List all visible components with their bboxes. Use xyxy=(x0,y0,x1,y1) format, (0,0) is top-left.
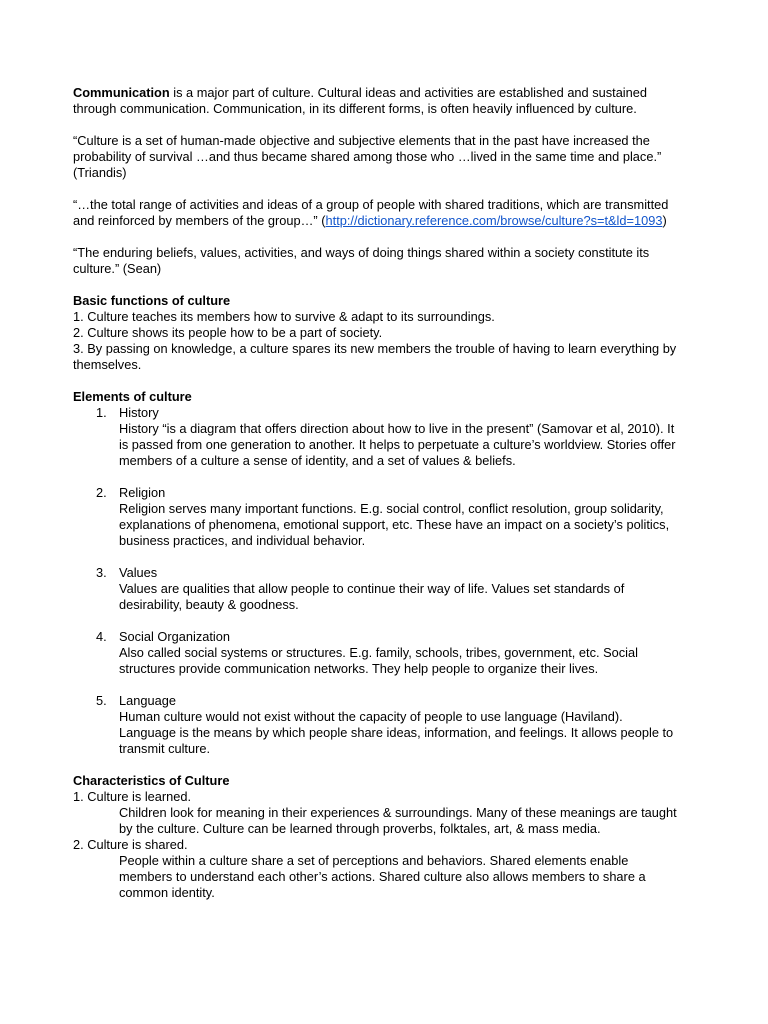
list-number: 4. xyxy=(96,629,107,644)
element-title: Religion xyxy=(119,485,166,500)
element-text: Religion serves many important functions. E.g. social control, conflict resolution, group solidarity, explanations of phenomena, emotional support, etc. These have an impact on a society’s politics, business practices, and individual behavior. xyxy=(119,501,670,548)
function-item: 1. Culture teaches its members how to survive & adapt to its surroundings. xyxy=(73,309,495,324)
element-text: Also called social systems or structures. E.g. family, schools, tribes, government, etc. Social structures provide communication networks. They help people to organize their lives. xyxy=(119,645,638,676)
quote-dictionary-close: ) xyxy=(662,213,667,228)
characteristics-heading: Characteristics of Culture xyxy=(73,773,230,788)
quote-triandis: “Culture is a set of human-made objective and subjective elements that in the past have increased the probability of survival …and thus became shared among those who …lived in the same time and place.” (Triandis) xyxy=(73,133,662,180)
quote-dictionary-text: “…the total range of activities and ideas of a group of people with shared traditions, which are transmitted and reinforced by members of the group…” ( xyxy=(73,197,669,228)
list-number: 3. xyxy=(96,565,107,580)
element-title: Values xyxy=(119,565,158,580)
intro-paragraph xyxy=(73,85,683,117)
quote-sean: “The enduring beliefs, values, activities, and ways of doing things shared within a society constitute its culture.” (Sean) xyxy=(73,245,650,276)
characteristic-text: People within a culture share a set of perceptions and behaviors. Shared elements enable members to understand each other’s actions. Shared culture also allows members to share a common identity. xyxy=(119,853,646,900)
element-text: History “is a diagram that offers direction about how to live in the present” (Samovar et al, 2010). It is passed from one generation to another. It helps to perpetuate a culture’s worldview. Stories offer members of a culture a sense of identity, and a set of values & beliefs. xyxy=(119,421,676,468)
functions-heading: Basic functions of culture xyxy=(73,293,231,308)
element-title: Social Organization xyxy=(119,629,230,644)
list-number: 2. xyxy=(96,485,107,500)
elements-heading: Elements of culture xyxy=(73,389,192,404)
function-item: 3. By passing on knowledge, a culture spares its new members the trouble of having to learn everything by themselves. xyxy=(73,341,677,372)
element-title: History xyxy=(119,405,159,420)
document-body xyxy=(73,85,683,901)
characteristic-title: 1. Culture is learned. xyxy=(73,789,192,804)
element-item-history xyxy=(73,405,683,469)
element-title: Language xyxy=(119,693,176,708)
list-number: 5. xyxy=(96,693,107,708)
element-item-social-organization xyxy=(73,629,683,677)
element-item-language xyxy=(73,693,683,757)
element-item-values xyxy=(73,565,683,613)
dictionary-link[interactable]: http://dictionary.reference.com/browse/culture?s=t&ld=1093 xyxy=(325,213,663,228)
function-item: 2. Culture shows its people how to be a part of society. xyxy=(73,325,383,340)
intro-text: is a major part of culture. Cultural ideas and activities are established and sustained through communication. Communication, in its different forms, is often heavily influenced by culture. xyxy=(73,85,647,116)
element-item-religion xyxy=(73,485,683,549)
characteristic-title: 2. Culture is shared. xyxy=(73,837,188,852)
intro-bold-term: Communication xyxy=(73,85,170,100)
element-text: Human culture would not exist without the capacity of people to use language (Haviland). Language is the means by which people share ideas, information, and feelings. It allows people to transmit culture. xyxy=(119,709,674,756)
list-number: 1. xyxy=(96,405,107,420)
quote-dictionary xyxy=(73,197,683,229)
element-text: Values are qualities that allow people to continue their way of life. Values set standards of desirability, beauty & goodness. xyxy=(119,581,625,612)
characteristic-text: Children look for meaning in their experiences & surroundings. Many of these meanings are taught by the culture. Culture can be learned through proverbs, folktales, art, & mass media. xyxy=(119,805,677,836)
